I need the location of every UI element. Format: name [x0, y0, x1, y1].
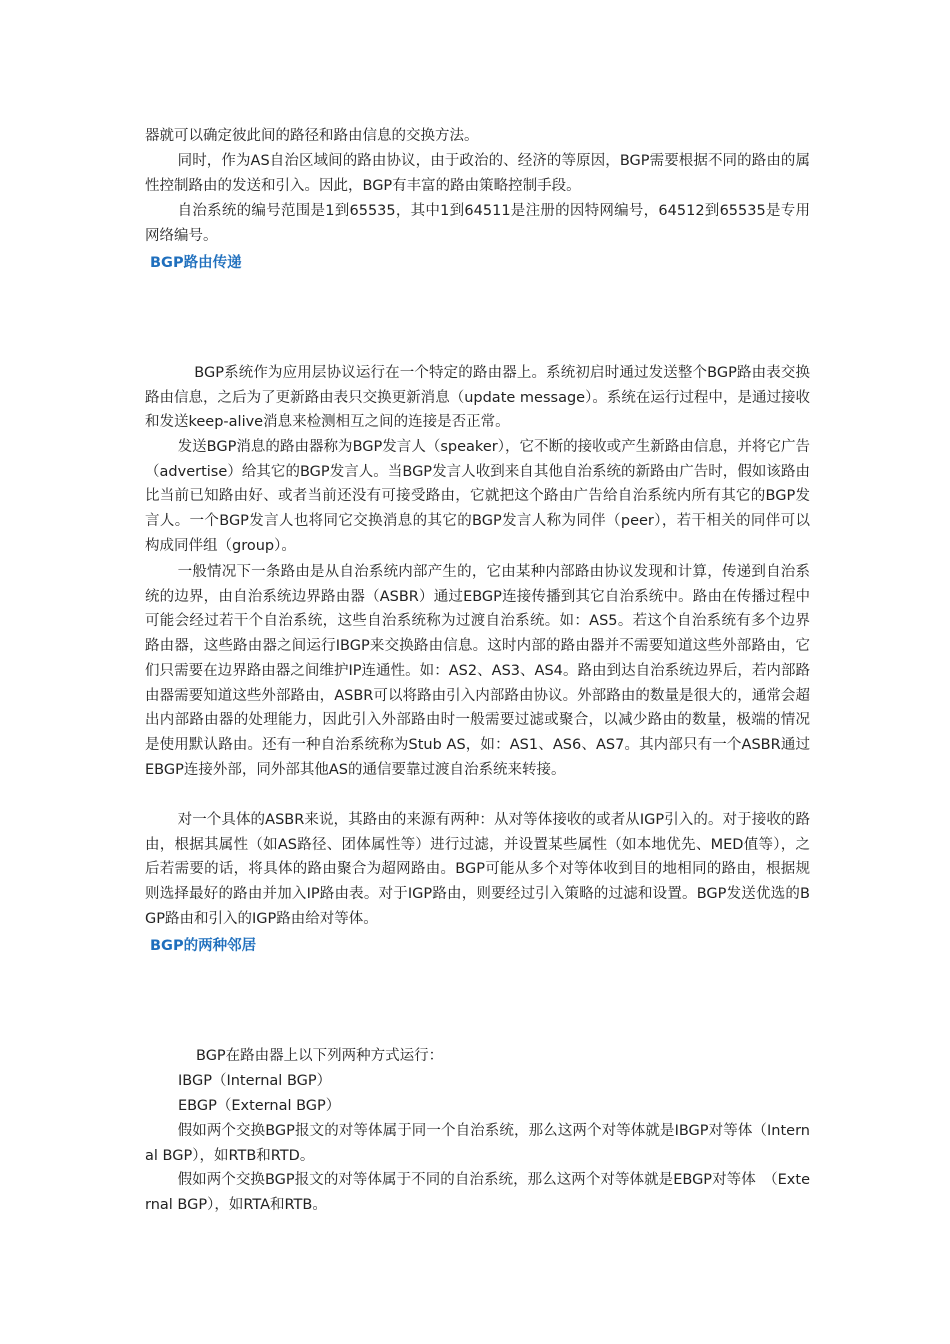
paragraph-bgp-modes: BGP在路由器上以下列两种方式运行：	[196, 1048, 444, 1064]
paragraph-bgp-system: BGP系统作为应用层协议运行在一个特定的路由器上。系统初启时通过发送整个BGP路由表交换路由信息，之后为了更新路由表只交换更新消息（update message）。系统在运行过程中，是通过接收和发送keep-alive消息来检测相互之间的连接是否正常。	[145, 365, 810, 431]
paragraph-ibgp-peers: 假如两个交换BGP报文的对等体属于同一个自治系统，那么这两个对等体就是IBGP对等体（Internal BGP），如RTB和RTD。	[145, 1123, 810, 1164]
paragraph-continuation: 器就可以确定彼此间的路径和路由信息的交换方法。	[145, 128, 479, 144]
heading-bgp-route-propagation: BGP路由传递	[150, 255, 242, 271]
paragraph-bgp-policy: 同时，作为AS自治区域间的路由协议，由于政治的、经济的等原因，BGP需要根据不同的路由的属性控制路由的发送和引入。因此，BGP有丰富的路由策略控制手段。	[145, 153, 810, 194]
paragraph-route-origin: 一般情况下一条路由是从自治系统内部产生的，它由某种内部路由协议发现和计算，传递到自治系统的边界，由自治系统边界路由器（ASBR）通过EBGP连接传播到其它自治系统中。路由在传播过程中可能会经过若干个自治系统，这些自治系统称为过渡自治系统。如：AS5。若这个自治系统有多个边界路由器，这些路由器之间运行IBGP来交换路由信息。这时内部的路由器并不需要知道这些外部路由，它们只需要在边界路由器之间维护IP连通性。如：AS2、AS3、AS4。路由到达自治系统边界后，若内部路由器需要知道这些外部路由，ASBR可以将路由引入内部路由协议。外部路由的数量是很大的，通常会超出内部路由器的处理能力，因此引入外部路由时一般需要过滤或聚合，以减少路由的数量，极端的情况是使用默认路由。还有一种自治系统称为Stub AS，如：AS1、AS6、AS7。其内部只有一个ASBR通过EBGP连接外部，同外部其他AS的通信要靠过渡自治系统来转接。	[145, 564, 810, 778]
heading-bgp-neighbors: BGP的两种邻居	[150, 938, 257, 954]
list-item-ibgp: IBGP（Internal BGP）	[178, 1073, 332, 1089]
paragraph-as-numbers: 自治系统的编号范围是1到65535，其中1到64511是注册的因特网编号，64512到65535是专用网络编号。	[145, 203, 810, 244]
paragraph-bgp-speaker: 发送BGP消息的路由器称为BGP发言人（speaker），它不断的接收或产生新路由信息，并将它广告（advertise）给其它的BGP发言人。当BGP发言人收到来自其他自治系统的新路由广告时，假如该路由比当前已知路由好、或者当前还没有可接受路由，它就把这个路由广告给自治系统内所有其它的BGP发言人。一个BGP发言人也将同它交换消息的其它的BGP发言人称为同伴（peer），若干相关的同伴可以构成同伴组（group）。	[145, 439, 810, 554]
list-item-ebgp: EBGP（External BGP）	[178, 1098, 341, 1114]
paragraph-asbr-sources: 对一个具体的ASBR来说，其路由的来源有两种：从对等体接收的或者从IGP引入的。对于接收的路由，根据其属性（如AS路径、团体属性等）进行过滤，并设置某些属性（如本地优先、MED值等），之后若需要的话，将具体的路由聚合为超网路由。BGP可能从多个对等体收到目的地相同的路由，根据规则选择最好的路由并加入IP路由表。对于IGP路由，则要经过引入策略的过滤和设置。BGP发送优选的BGP路由和引入的IGP路由给对等体。	[145, 812, 810, 927]
paragraph-ebgp-peers: 假如两个交换BGP报文的对等体属于不同的自治系统，那么这两个对等体就是EBGP对等体 （External BGP），如RTA和RTB。	[145, 1172, 810, 1213]
